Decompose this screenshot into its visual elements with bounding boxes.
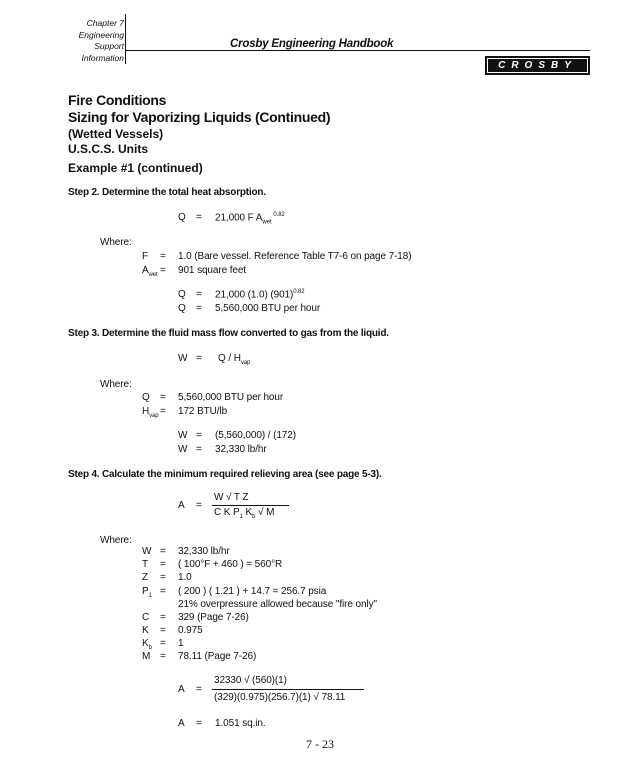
- title-line4: U.S.C.S. Units: [68, 142, 149, 156]
- step3-heading: Step 3. Determine the fluid mass flow converted to gas from the liquid.: [68, 328, 389, 339]
- equals-sign: =: [160, 625, 166, 636]
- step3-where: Where:: [100, 379, 132, 390]
- step3-calc2-rhs: 32,330 lb/hr: [215, 444, 267, 455]
- step4-numerator: W √ T Z: [214, 492, 249, 503]
- step4-eq-lhs: A: [178, 500, 185, 511]
- crosby-logo: CROSBY: [485, 56, 590, 75]
- equals-sign: =: [196, 430, 202, 441]
- step2-calc2-rhs: 5,560,000 BTU per hour: [215, 303, 321, 314]
- step3-calc1-lhs: W: [178, 430, 188, 441]
- step4-where: Where:: [100, 535, 132, 546]
- equals-sign: =: [160, 265, 166, 276]
- result-lhs: A: [178, 718, 185, 729]
- section-line: Information: [81, 52, 124, 63]
- equals-sign: =: [160, 559, 166, 570]
- title-line2: Sizing for Vaporizing Liquids (Continued): [68, 109, 331, 125]
- equals-sign: =: [160, 572, 166, 583]
- step2-A-symbol: $A_{wet}$: [142, 265, 158, 278]
- equals-sign: =: [196, 684, 202, 695]
- step2-calc2-lhs: Q: [178, 303, 186, 314]
- page-number: 7 - 23: [306, 737, 334, 751]
- title-line1: Fire Conditions: [68, 92, 167, 108]
- equals-sign: =: [196, 353, 202, 364]
- equals-sign: =: [160, 612, 166, 623]
- equals-sign: =: [160, 651, 166, 662]
- equals-sign: =: [196, 303, 202, 314]
- step4-denominator: C K $P_1$ $K_b$ √ M: [214, 507, 275, 520]
- step2-A-value: 901 square feet: [178, 265, 246, 276]
- equals-sign: =: [160, 638, 166, 649]
- step2-eq-lhs: Q: [178, 212, 186, 223]
- var-value: 1: [178, 638, 184, 649]
- step2-eq-op: =: [196, 212, 202, 223]
- step3-Q-value: 5,560,000 BTU per hour: [178, 392, 284, 403]
- header-divider-vertical: [125, 14, 126, 64]
- var-symbol: W: [142, 546, 152, 557]
- section-line: Engineering: [78, 29, 124, 40]
- step4-heading: Step 4. Calculate the minimum required relieving area (see page 5-3).: [68, 469, 382, 480]
- step2-F-symbol: F: [142, 251, 149, 262]
- step3-H-value: 172 BTU/lb: [178, 406, 228, 417]
- var-value: 78.11 (Page 7-26): [178, 651, 257, 662]
- var-value: ( 100°F + 460 ) = 560°R: [178, 559, 283, 570]
- handbook-title: Crosby Engineering Handbook: [230, 38, 394, 50]
- step3-H-symbol: $H_{vap}$: [142, 406, 159, 419]
- equals-sign: =: [160, 406, 166, 417]
- equals-sign: =: [160, 546, 166, 557]
- var-value: 329 (Page 7-26): [178, 612, 249, 623]
- result-value: 1.051 sq.in.: [215, 718, 266, 729]
- step2-calc1-rhs: 21,000 (1.0) $(901)^{0.82}$: [215, 289, 305, 301]
- var-symbol: K: [142, 625, 149, 636]
- equals-sign: =: [160, 392, 166, 403]
- step3-Q-symbol: Q: [142, 392, 150, 403]
- equals-sign: =: [160, 251, 166, 262]
- step3-calc1-rhs: (5,560,000) / (172): [215, 430, 296, 441]
- calc-lhs: A: [178, 684, 185, 695]
- var-symbol: $P_1$: [142, 586, 152, 599]
- step3-equation: Q / $H_{vap}$: [218, 353, 251, 366]
- title-line3: (Wetted Vessels): [68, 127, 164, 141]
- var-symbol: C: [142, 612, 150, 623]
- step2-where: Where:: [100, 237, 132, 248]
- var-value: 1.0: [178, 572, 192, 583]
- var-symbol: M: [142, 651, 151, 662]
- header-divider-horizontal: [125, 50, 590, 51]
- chapter-number: Chapter 7: [86, 18, 124, 28]
- equals-sign: =: [160, 586, 166, 597]
- step2-equation: 21,000 F $A_{wet}^{0.82}$: [215, 212, 285, 226]
- step2-heading: Step 2. Determine the total heat absorption.: [68, 187, 266, 198]
- calc-denominator: (329)(0.975)(256.7)(1) √ 78.11: [214, 692, 346, 703]
- calc-numerator: 32330 √ (560)(1): [214, 675, 287, 686]
- step2-F-value: 1.0 (Bare vessel. Reference Table T7-6 on page 7-18): [178, 251, 412, 262]
- var-symbol: T: [142, 559, 149, 570]
- var-value: 32,330 lb/hr: [178, 546, 230, 557]
- equals-sign: =: [196, 718, 202, 729]
- equals-sign: =: [196, 444, 202, 455]
- fraction-bar: [212, 689, 364, 690]
- var-symbol: $K_b$: [142, 638, 152, 651]
- step3-eq-lhs: W: [178, 353, 188, 364]
- var-value: 0.975: [178, 625, 203, 636]
- fraction-bar: [212, 505, 289, 506]
- overpressure-note: 21% overpressure allowed because "fire only": [178, 599, 377, 610]
- example-heading: Example #1 (continued): [68, 161, 203, 175]
- equals-sign: =: [196, 500, 202, 511]
- step2-calc1-lhs: Q: [178, 289, 186, 300]
- var-symbol: Z: [142, 572, 149, 583]
- section-line: Support: [94, 41, 124, 51]
- chapter-label: [54, 18, 124, 64]
- var-value: ( 200 ) ( 1.21 ) + 14.7 = 256.7 psia: [178, 586, 327, 597]
- equals-sign: =: [196, 289, 202, 300]
- step3-calc2-lhs: W: [178, 444, 188, 455]
